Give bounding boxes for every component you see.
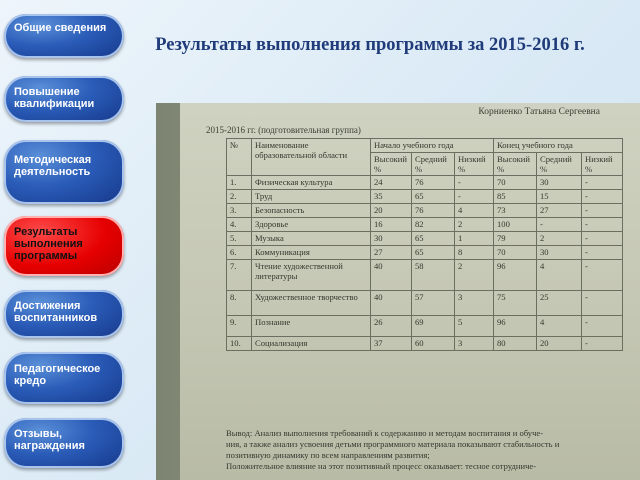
row-value: 96 [494, 316, 537, 337]
document-conclusion [226, 428, 640, 472]
row-area: Безопасность [252, 204, 371, 218]
row-value: 76 [412, 204, 455, 218]
row-value: 2 [537, 232, 582, 246]
row-area: Коммуникация [252, 246, 371, 260]
row-value: 3 [455, 337, 494, 351]
header-area: Наименование образовательной области [252, 139, 371, 176]
nav-item-label: Повышение квалификации [14, 86, 95, 110]
row-value: 15 [537, 190, 582, 204]
results-table [226, 138, 623, 351]
row-value: 27 [537, 204, 582, 218]
row-value: 80 [494, 337, 537, 351]
row-area: Чтение художественной литературы [252, 260, 371, 291]
row-value: 30 [371, 232, 412, 246]
row-value: 75 [494, 291, 537, 316]
row-value: - [582, 190, 623, 204]
row-area: Физическая культура [252, 176, 371, 190]
row-value: 16 [371, 218, 412, 232]
row-area: Художественное творчество [252, 291, 371, 316]
row-value: 5 [455, 316, 494, 337]
row-value: 4 [537, 260, 582, 291]
table-row [227, 291, 623, 316]
nav-item-credo[interactable] [4, 352, 124, 404]
row-value: 20 [371, 204, 412, 218]
row-value: 1 [455, 232, 494, 246]
row-value: 25 [537, 291, 582, 316]
row-value: 8 [455, 246, 494, 260]
header-end: Конец учебного года [494, 139, 623, 153]
row-value: 65 [412, 232, 455, 246]
row-number: 10. [227, 337, 252, 351]
table-row [227, 316, 623, 337]
row-value: 96 [494, 260, 537, 291]
row-value: 69 [412, 316, 455, 337]
row-value: - [582, 232, 623, 246]
row-value: 4 [537, 316, 582, 337]
page-title: Результаты выполнения программы за 2015-2016 г. [155, 35, 585, 55]
table-row [227, 246, 623, 260]
row-value: 35 [371, 190, 412, 204]
row-value: 100 [494, 218, 537, 232]
nav-item-results[interactable] [4, 216, 124, 276]
row-value: 27 [371, 246, 412, 260]
document-photo [156, 103, 640, 480]
row-value: 60 [412, 337, 455, 351]
header-start-mid: Средний % [412, 153, 455, 176]
nav-item-reviews[interactable] [4, 418, 124, 468]
row-value: 70 [494, 246, 537, 260]
row-value: 40 [371, 291, 412, 316]
row-value: 85 [494, 190, 537, 204]
row-value: 65 [412, 190, 455, 204]
table-row [227, 232, 623, 246]
conclusion-line: ния, а также анализ усвоения детьми программного материала показывают стабильность и [226, 439, 560, 449]
row-value: - [582, 176, 623, 190]
row-value: - [582, 337, 623, 351]
row-value: 26 [371, 316, 412, 337]
nav-item-label: Общие сведения [14, 22, 107, 34]
header-end-low: Низкий % [582, 153, 623, 176]
row-value: - [582, 260, 623, 291]
row-value: 4 [455, 204, 494, 218]
row-value: 73 [494, 204, 537, 218]
row-area: Музыка [252, 232, 371, 246]
row-value: 79 [494, 232, 537, 246]
document-subtitle: 2015-2016 гг. (подготовительная группа) [206, 125, 361, 135]
document-author: Корниенко Татьяна Сергеевна [478, 107, 600, 117]
row-value: 82 [412, 218, 455, 232]
nav-item-label: Педагогическое кредо [14, 363, 101, 387]
conclusion-line: позитивную динамику по всем направлениям развития; [226, 450, 430, 460]
header-start-low: Низкий % [455, 153, 494, 176]
row-value: 30 [537, 246, 582, 260]
row-value: 58 [412, 260, 455, 291]
table-row [227, 190, 623, 204]
header-start: Начало учебного года [371, 139, 494, 153]
table-row [227, 218, 623, 232]
nav-item-label: Методическая деятельность [14, 154, 92, 178]
row-value: - [455, 176, 494, 190]
nav-item-label: Отзывы, награждения [14, 428, 85, 452]
table-row [227, 176, 623, 190]
header-no: № [227, 139, 252, 176]
row-value: 2 [455, 218, 494, 232]
row-number: 3. [227, 204, 252, 218]
row-value: 70 [494, 176, 537, 190]
table-header-row [227, 139, 623, 153]
conclusion-line: Положительное влияние на этот позитивный процесс оказывает: тесное сотрудниче- [226, 461, 537, 471]
row-value: 2 [455, 260, 494, 291]
row-number: 4. [227, 218, 252, 232]
row-value: - [537, 218, 582, 232]
document-paper [180, 103, 640, 480]
nav-item-qualification[interactable] [4, 76, 124, 122]
row-value: 40 [371, 260, 412, 291]
nav-item-general-info[interactable] [4, 14, 124, 58]
row-value: 76 [412, 176, 455, 190]
row-number: 8. [227, 291, 252, 316]
header-start-high: Высокий % [371, 153, 412, 176]
row-value: - [582, 316, 623, 337]
row-value: 65 [412, 246, 455, 260]
row-value: 3 [455, 291, 494, 316]
row-value: 57 [412, 291, 455, 316]
row-value: - [582, 246, 623, 260]
row-value: - [455, 190, 494, 204]
row-area: Труд [252, 190, 371, 204]
row-number: 2. [227, 190, 252, 204]
table-row [227, 337, 623, 351]
row-area: Познание [252, 316, 371, 337]
row-value: - [582, 218, 623, 232]
row-value: 24 [371, 176, 412, 190]
nav-item-achievements[interactable] [4, 290, 124, 338]
row-area: Социализация [252, 337, 371, 351]
row-value: - [582, 291, 623, 316]
row-value: 30 [537, 176, 582, 190]
row-value: 37 [371, 337, 412, 351]
row-number: 7. [227, 260, 252, 291]
row-number: 1. [227, 176, 252, 190]
table-row [227, 204, 623, 218]
header-end-mid: Средний % [537, 153, 582, 176]
table-row [227, 260, 623, 291]
row-number: 5. [227, 232, 252, 246]
row-number: 6. [227, 246, 252, 260]
nav-item-label: Результаты выполнения программы [14, 226, 83, 262]
row-value: - [582, 204, 623, 218]
row-value: 20 [537, 337, 582, 351]
row-number: 9. [227, 316, 252, 337]
conclusion-line: Вывод: Анализ выполнения требований к содержанию и методам воспитания и обуче- [226, 428, 544, 438]
nav-item-methodical[interactable] [4, 140, 124, 204]
nav-item-label: Достижения воспитанников [14, 300, 98, 324]
header-end-high: Высокий % [494, 153, 537, 176]
row-area: Здоровье [252, 218, 371, 232]
